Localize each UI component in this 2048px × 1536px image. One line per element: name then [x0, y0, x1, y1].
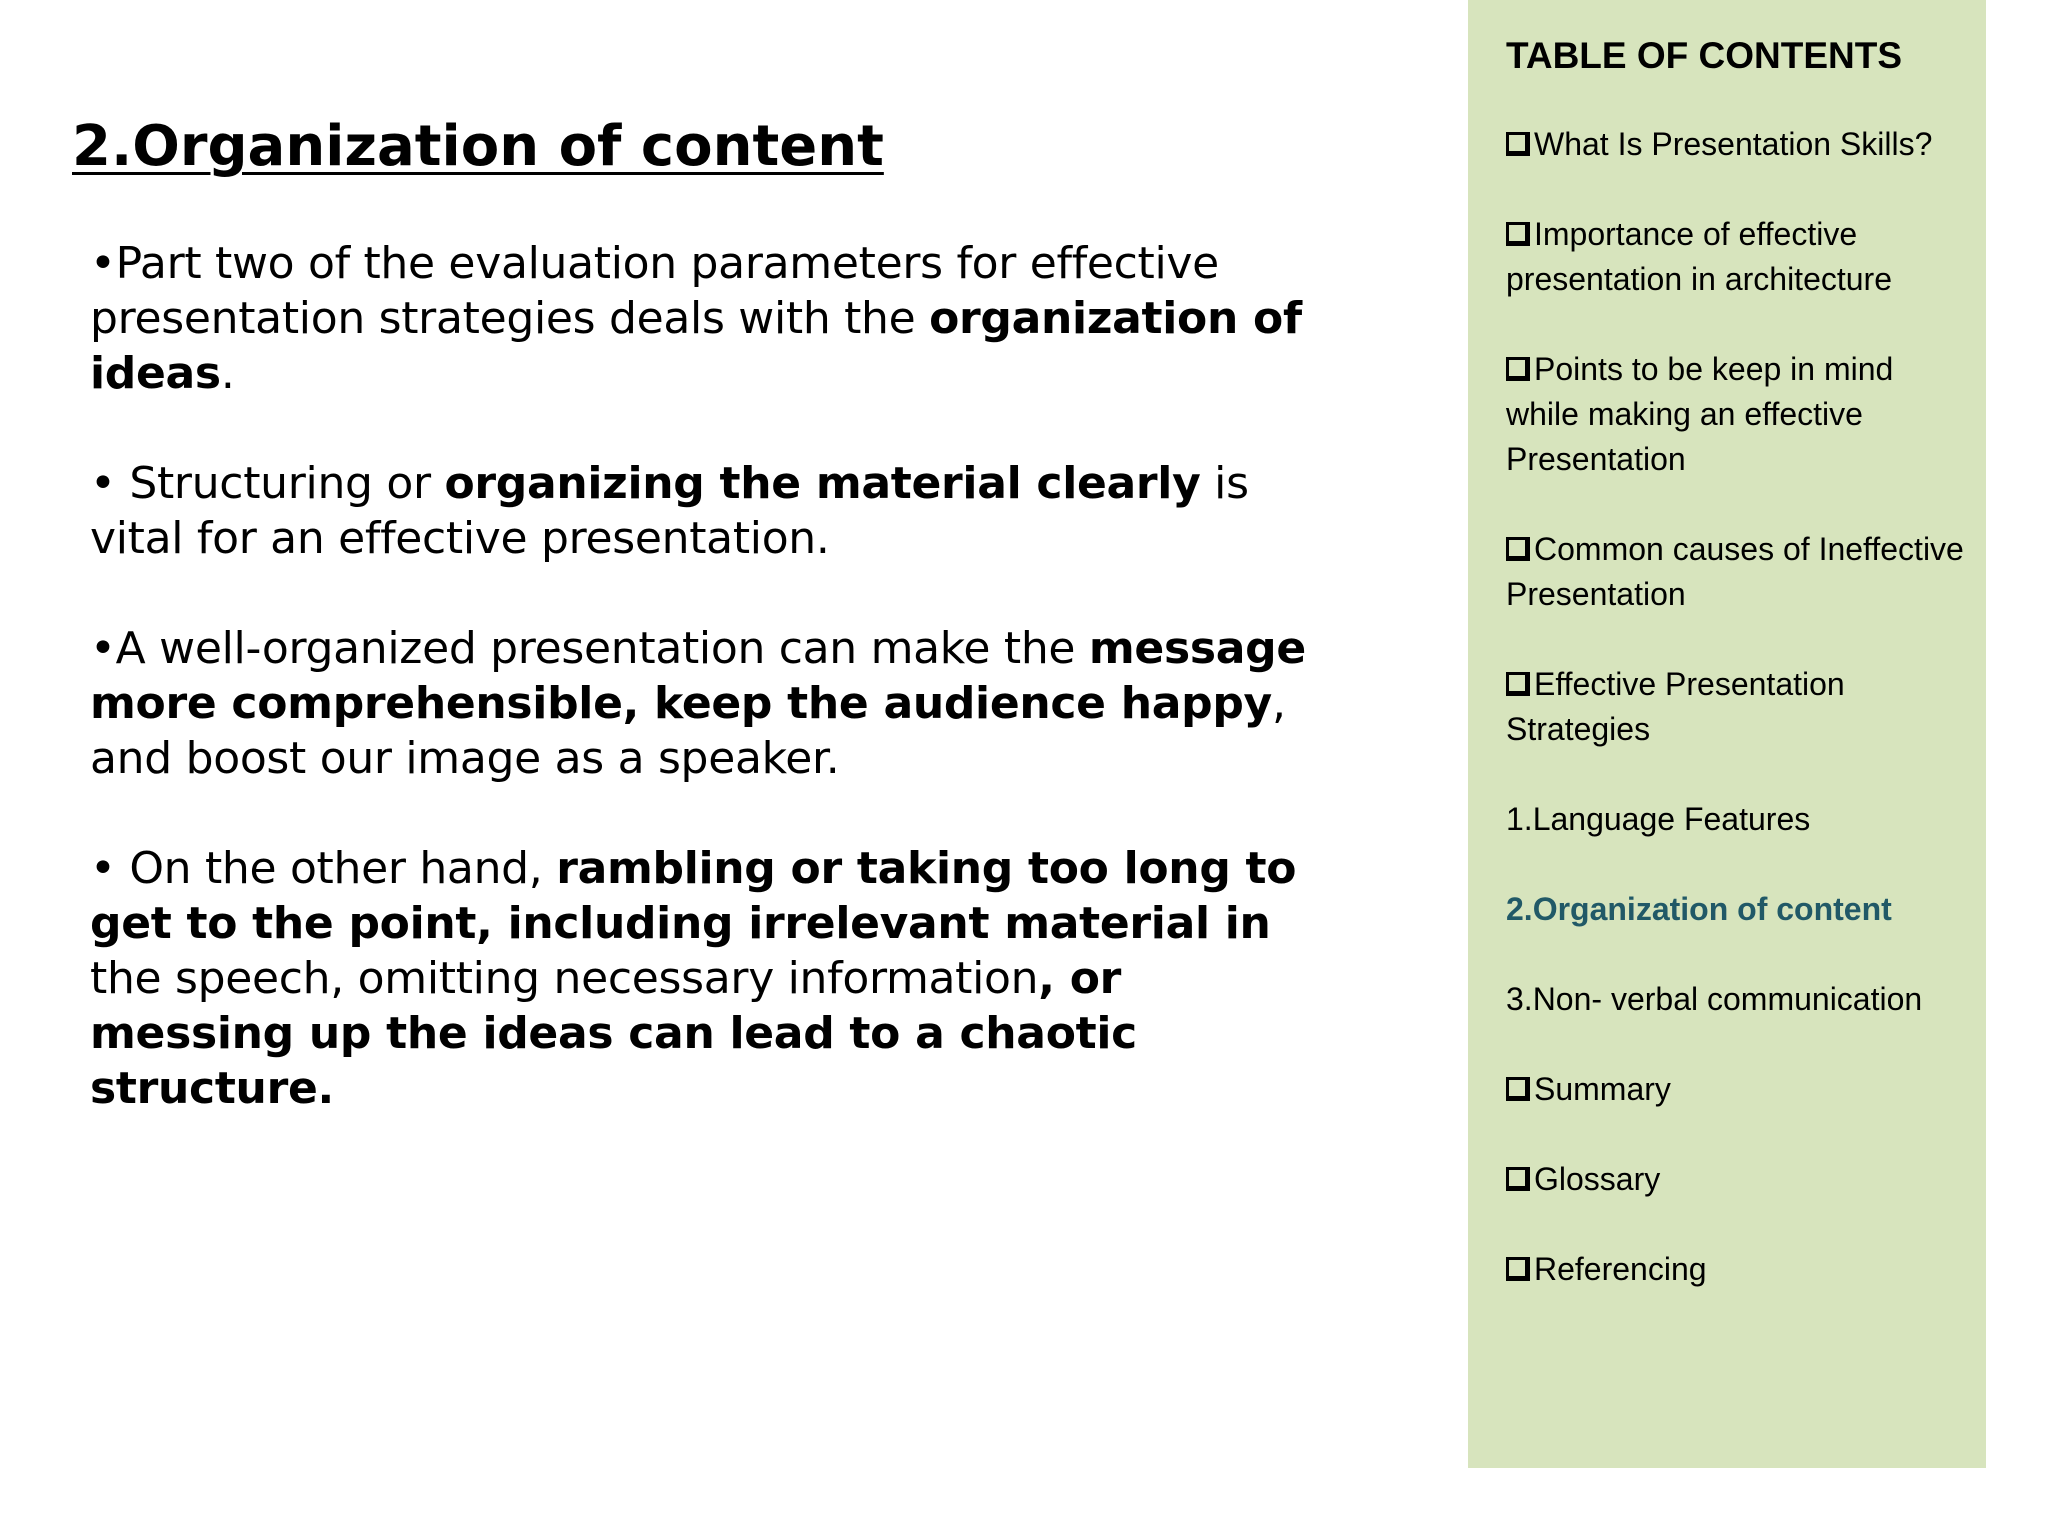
toc-heading: TABLE OF CONTENTS — [1506, 35, 1903, 76]
checkbox-bullet-icon — [1506, 672, 1530, 696]
slide-title: 2.Organization of content — [72, 114, 884, 179]
emphasis-text: organizing the material clearly — [444, 458, 1201, 509]
checkbox-bullet-icon — [1506, 132, 1530, 156]
checkbox-bullet-icon — [1506, 1077, 1530, 1101]
body-paragraph — [90, 621, 1330, 786]
toc-item-label: Glossary — [1534, 1161, 1661, 1197]
paragraph-text: •A well-organized presentation can make the — [90, 623, 1089, 674]
toc-list — [1506, 122, 1966, 1337]
paragraph-text: • Structuring or — [90, 458, 445, 509]
emphasis-text: message more comprehensible, keep the audience happy — [90, 623, 1306, 729]
body-paragraph — [90, 456, 1330, 566]
body-paragraph — [90, 841, 1330, 1116]
toc-item[interactable] — [1506, 977, 1966, 1022]
paragraph-text: . — [220, 348, 235, 399]
checkbox-bullet-icon — [1506, 357, 1530, 381]
paragraph-text: • On the other hand, — [90, 843, 557, 894]
toc-item[interactable] — [1506, 1247, 1966, 1292]
toc-item-label: Summary — [1534, 1071, 1671, 1107]
paragraph-text: is vital for an effective presentation. — [90, 458, 1249, 564]
paragraph-text: •Part two of the evaluation parameters for effective presentation strategies deals with the — [90, 238, 1219, 344]
checkbox-bullet-icon — [1506, 1257, 1530, 1281]
toc-item[interactable] — [1506, 887, 1966, 932]
toc-item[interactable] — [1506, 347, 1966, 482]
toc-item[interactable] — [1506, 212, 1966, 302]
body-paragraph — [90, 236, 1330, 401]
slide-body — [90, 236, 1330, 1171]
toc-item-label: 2.Organization of content — [1506, 891, 1892, 927]
toc-item-label: Importance of effective presentation in architecture — [1506, 216, 1892, 297]
checkbox-bullet-icon — [1506, 1167, 1530, 1191]
toc-item-label: 1.Language Features — [1506, 801, 1811, 837]
toc-item-label: 3.Non- verbal communication — [1506, 981, 1923, 1017]
emphasis-text: , or messing up the ideas can lead to a chaotic structure. — [90, 953, 1137, 1114]
paragraph-text: , and boost our image as a speaker. — [90, 678, 1286, 784]
toc-item-label: Common causes of Ineffective Presentation — [1506, 531, 1964, 612]
paragraph-text: the speech, omitting necessary information — [90, 953, 1039, 1004]
toc-item[interactable] — [1506, 662, 1966, 752]
emphasis-text: organization of ideas — [90, 293, 1302, 399]
toc-item-label: Effective Presentation Strategies — [1506, 666, 1845, 747]
toc-item-label: Points to be keep in mind while making an effective Presentation — [1506, 351, 1894, 477]
toc-item[interactable] — [1506, 1067, 1966, 1112]
toc-item-label: What Is Presentation Skills? — [1534, 126, 1933, 162]
toc-item[interactable] — [1506, 122, 1966, 167]
checkbox-bullet-icon — [1506, 537, 1530, 561]
toc-item[interactable] — [1506, 797, 1966, 842]
toc-item-label: Referencing — [1534, 1251, 1707, 1287]
emphasis-text: rambling or taking too long to get to the point, including irrelevant material in — [90, 843, 1297, 949]
toc-item[interactable] — [1506, 1157, 1966, 1202]
checkbox-bullet-icon — [1506, 222, 1530, 246]
toc-item[interactable] — [1506, 527, 1966, 617]
